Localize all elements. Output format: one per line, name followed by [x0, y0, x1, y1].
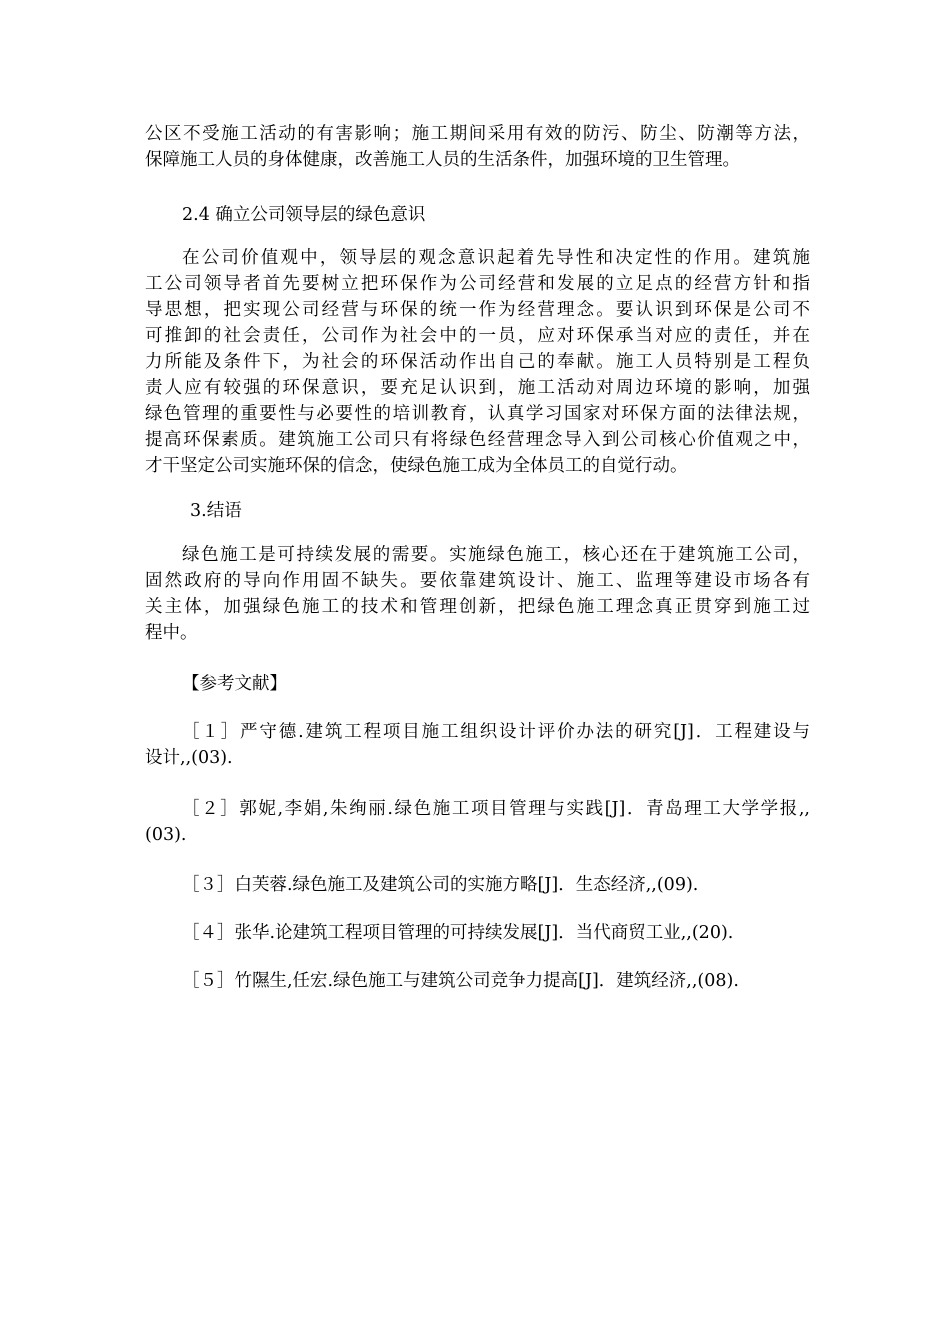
section-heading-3: 3.结语 — [190, 501, 242, 521]
paragraph-line: 才干坚定公司实施环保的信念，使绿色施工成为全体员工的自觉行动。 — [145, 456, 688, 476]
reference-item — [145, 796, 810, 848]
paragraph-line: 在公司价值观中，领导层的观念意识起着先导性和决定性的作用。建筑施 — [182, 248, 810, 268]
paragraph-line: 可推卸的社会责任，公司作为社会中的一员，应对环保承当对应的责任，并在 — [145, 326, 810, 346]
paragraph-line: 绿色管理的重要性与必要性的培训教育，认真学习国家对环保方面的法律法规， — [145, 404, 810, 424]
paragraph-leadership — [145, 245, 810, 479]
paragraph-line: 保障施工人员的身体健康，改善施工人员的生活条件，加强环境的卫生管理。 — [145, 150, 740, 170]
paragraph-conclusion — [145, 542, 810, 646]
paragraph-line: 公区不受施工活动的有害影响；施工期间采用有效的防污、防尘、防潮等方法， — [145, 124, 810, 144]
paragraph-line: 关主体，加强绿色施工的技术和管理创新，把绿色施工理念真正贯穿到施工过 — [145, 597, 810, 617]
paragraph-line: 固然政府的导向作用固不缺失。要依靠建筑设计、施工、监理等建设市场各有 — [145, 571, 810, 591]
paragraph-line: 程中。 — [145, 623, 198, 643]
reference-item: ［４］张华.论建筑工程项目管理的可持续发展[J]．当代商贸工业,,(20). — [182, 923, 734, 943]
reference-line: ［１］严守德.建筑工程项目施工组织设计评价办法的研究[J]．工程建设与 — [182, 722, 810, 742]
reference-item: ［３］白芙蓉.绿色施工及建筑公司的实施方略[J]．生态经济,,(09). — [182, 875, 699, 895]
paragraph-line: 导思想，把实现公司经营与环保的统一作为经营理念。要认识到环保是公司不 — [145, 300, 810, 320]
paragraph-env-protection — [145, 121, 810, 173]
section-heading-2-4: 2.4 确立公司领导层的绿色意识 — [182, 205, 426, 225]
paragraph-line: 工公司领导者首先要树立把环保作为公司经营和发展的立足点的经营方针和指 — [145, 274, 810, 294]
reference-item: ［５］竹隰生,任宏.绿色施工与建筑公司竞争力提高[J]．建筑经济,,(08). — [182, 971, 739, 991]
reference-line: ［２］郭妮,李娟,朱绚丽.绿色施工项目管理与实践[J]．青岛理工大学学报,, — [182, 799, 810, 819]
references-heading: 【参考文献】 — [182, 674, 287, 694]
paragraph-line: 提高环保素质。建筑施工公司只有将绿色经营理念导入到公司核心价值观之中， — [145, 430, 810, 450]
paragraph-line: 力所能及条件下，为社会的环保活动作出自己的奉献。施工人员特别是工程负 — [145, 352, 810, 372]
reference-line: 设计,,(03). — [145, 748, 233, 768]
paragraph-line: 责人应有较强的环保意识，要充足认识到，施工活动对周边环境的影响，加强 — [145, 378, 810, 398]
reference-item — [145, 719, 810, 771]
reference-line: (03). — [145, 825, 187, 845]
paragraph-line: 绿色施工是可持续发展的需要。实施绿色施工，核心还在于建筑施工公司， — [182, 545, 810, 565]
